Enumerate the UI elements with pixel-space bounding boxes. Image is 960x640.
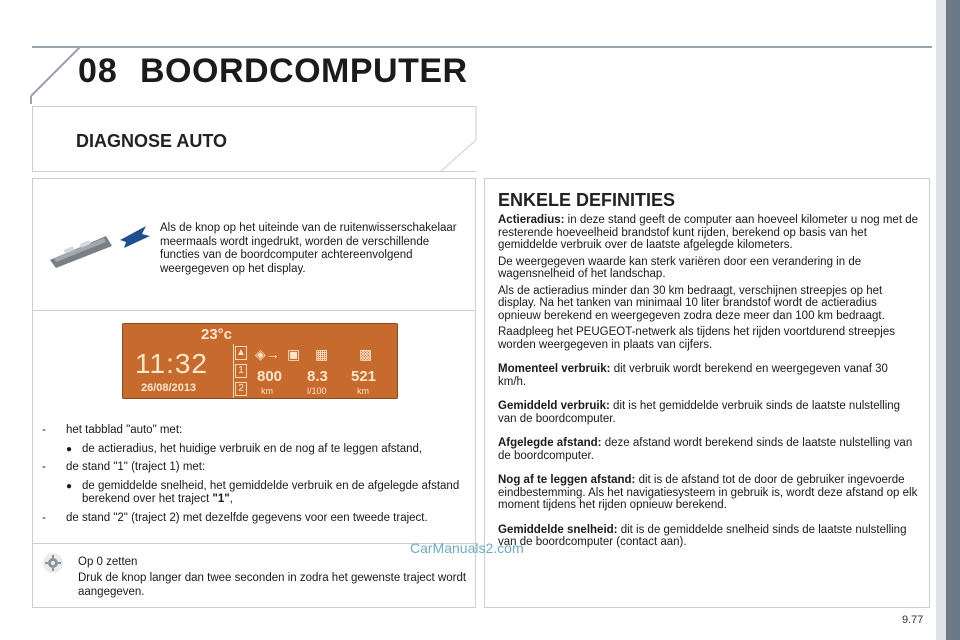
fuel-pump-icon: ▣ <box>287 346 301 362</box>
display-tabs <box>233 344 247 398</box>
panel-divider <box>32 310 476 311</box>
range-value: 800 <box>257 368 283 385</box>
bullet-icon: ● <box>66 443 73 455</box>
intro-text: Als de knop op het uiteinde van de ruitenwisserschakelaar meermaals wordt ingedrukt, worden de verschillende functies van de boordcomputer achtereenvolgend weergegeven op het display. <box>160 222 457 275</box>
display-tab-2: 2 <box>235 382 247 396</box>
consumption-value: 8.3 <box>307 368 328 385</box>
side-strip <box>946 0 960 640</box>
display-temperature: 23°c <box>201 326 233 343</box>
definition-afgelegd: Afgelegde afstand: deze afstand wordt berekend sinds de laatste nulstelling van de boordcomputer. <box>498 437 913 462</box>
definition-paragraph: Raadpleeg het PEUGEOT-netwerk als tijdens het rijden voortdurend streepjes worden weergegeven in plaats van cijfers. <box>498 326 895 351</box>
definition-paragraph: De weergegeven waarde kan sterk variëren door een verandering in de wagensnelheid of het landschap. <box>498 255 862 280</box>
reset-title: Op 0 zetten <box>78 556 138 568</box>
display-tab-1: 1 <box>235 364 247 378</box>
definition-paragraph: Als de actieradius minder dan 30 km bedraagt, verschijnen streepjes op het display. Na het tanken van minimaal 10 liter brandstof wordt de actieradius opnieuw berekend en weergegeven zodra deze meer dan 100 km bedraagt. <box>498 284 885 322</box>
display-modes-list <box>42 424 468 530</box>
arrow-icon <box>120 226 150 248</box>
definition-gemiddeld: Gemiddeld verbruik: dit is het gemiddelde verbruik sinds de laatste nulstelling van de boordcomputer. <box>498 400 901 425</box>
definition-snelheid: Gemiddelde snelheid: dit is de gemiddelde snelheid sinds de laatste nulstelling van de boordcomputer (contact aan). <box>498 523 907 548</box>
display-tab-car-icon: ▲ <box>236 347 246 358</box>
list-item: - de stand "2" (traject 2) met dezelfde gegevens voor een tweede traject. <box>42 511 428 524</box>
watermark: CarManuals2.com <box>410 540 524 556</box>
side-strip-light <box>936 0 946 640</box>
chapter-title: BOORDCOMPUTER <box>140 52 468 90</box>
definition-momenteel: Momenteel verbruik: dit verbruik wordt berekend en weergegeven vanaf 30 km/h. <box>498 363 888 388</box>
reset-text: Druk de knop langer dan twee seconden in zodra het gewenste traject wordt aangegeven. <box>78 572 467 598</box>
car-range-icon: ◈→ <box>255 346 280 362</box>
list-subitem: ● de gemiddelde snelheid, het gemiddelde verbruik en de afgelegde afstand berekend over het traject "1", <box>66 479 460 505</box>
list-item: - het tabblad "auto" met: <box>42 424 183 436</box>
header-rule <box>32 46 932 48</box>
info-gear-icon <box>42 552 64 574</box>
wiper-stalk-illustration <box>46 222 150 270</box>
section-box-corner <box>420 106 478 174</box>
distance-unit: km <box>357 386 369 396</box>
distance-value: 521 <box>351 368 377 385</box>
display-date: 26/08/2013 <box>141 382 197 394</box>
definition-actieradius: Actieradius: in deze stand geeft de computer aan hoeveel kilometer u nog met de resterende hoeveelheid brandstof kunt rijden, berekend op basis van het gemiddelde verbruik over de laatste afgelegde kilometers. <box>498 214 919 251</box>
definition-nog-af: Nog af te leggen afstand: dit is de afstand tot de door de gebruiker ingevoerde eindbestemming. Als het navigatiesysteem in gebruik is, wordt deze afstand op elk moment tijdens het rijden opnieuw berekend. <box>498 474 918 511</box>
consumption-unit: l/100 <box>307 386 327 396</box>
trip-computer-display <box>122 323 398 399</box>
list-item: - de stand "1" (traject 1) met: <box>42 461 206 473</box>
range-unit: km <box>261 386 273 396</box>
definitions-text <box>498 214 918 553</box>
page-number: 9.77 <box>902 614 924 626</box>
list-subitem: ● de actieradius, het huidige verbruik en de nog af te leggen afstand, <box>66 442 423 455</box>
bullet-icon: ● <box>66 480 73 492</box>
definitions-title: ENKELE DEFINITIES <box>498 190 676 210</box>
section-title: DIAGNOSE AUTO <box>76 131 228 151</box>
chapter-number: 08 <box>78 52 118 90</box>
finish-flag-icon: ▩ <box>359 346 373 362</box>
display-clock: 11:32 <box>135 348 208 379</box>
consumption-icon: ▦ <box>315 346 329 362</box>
